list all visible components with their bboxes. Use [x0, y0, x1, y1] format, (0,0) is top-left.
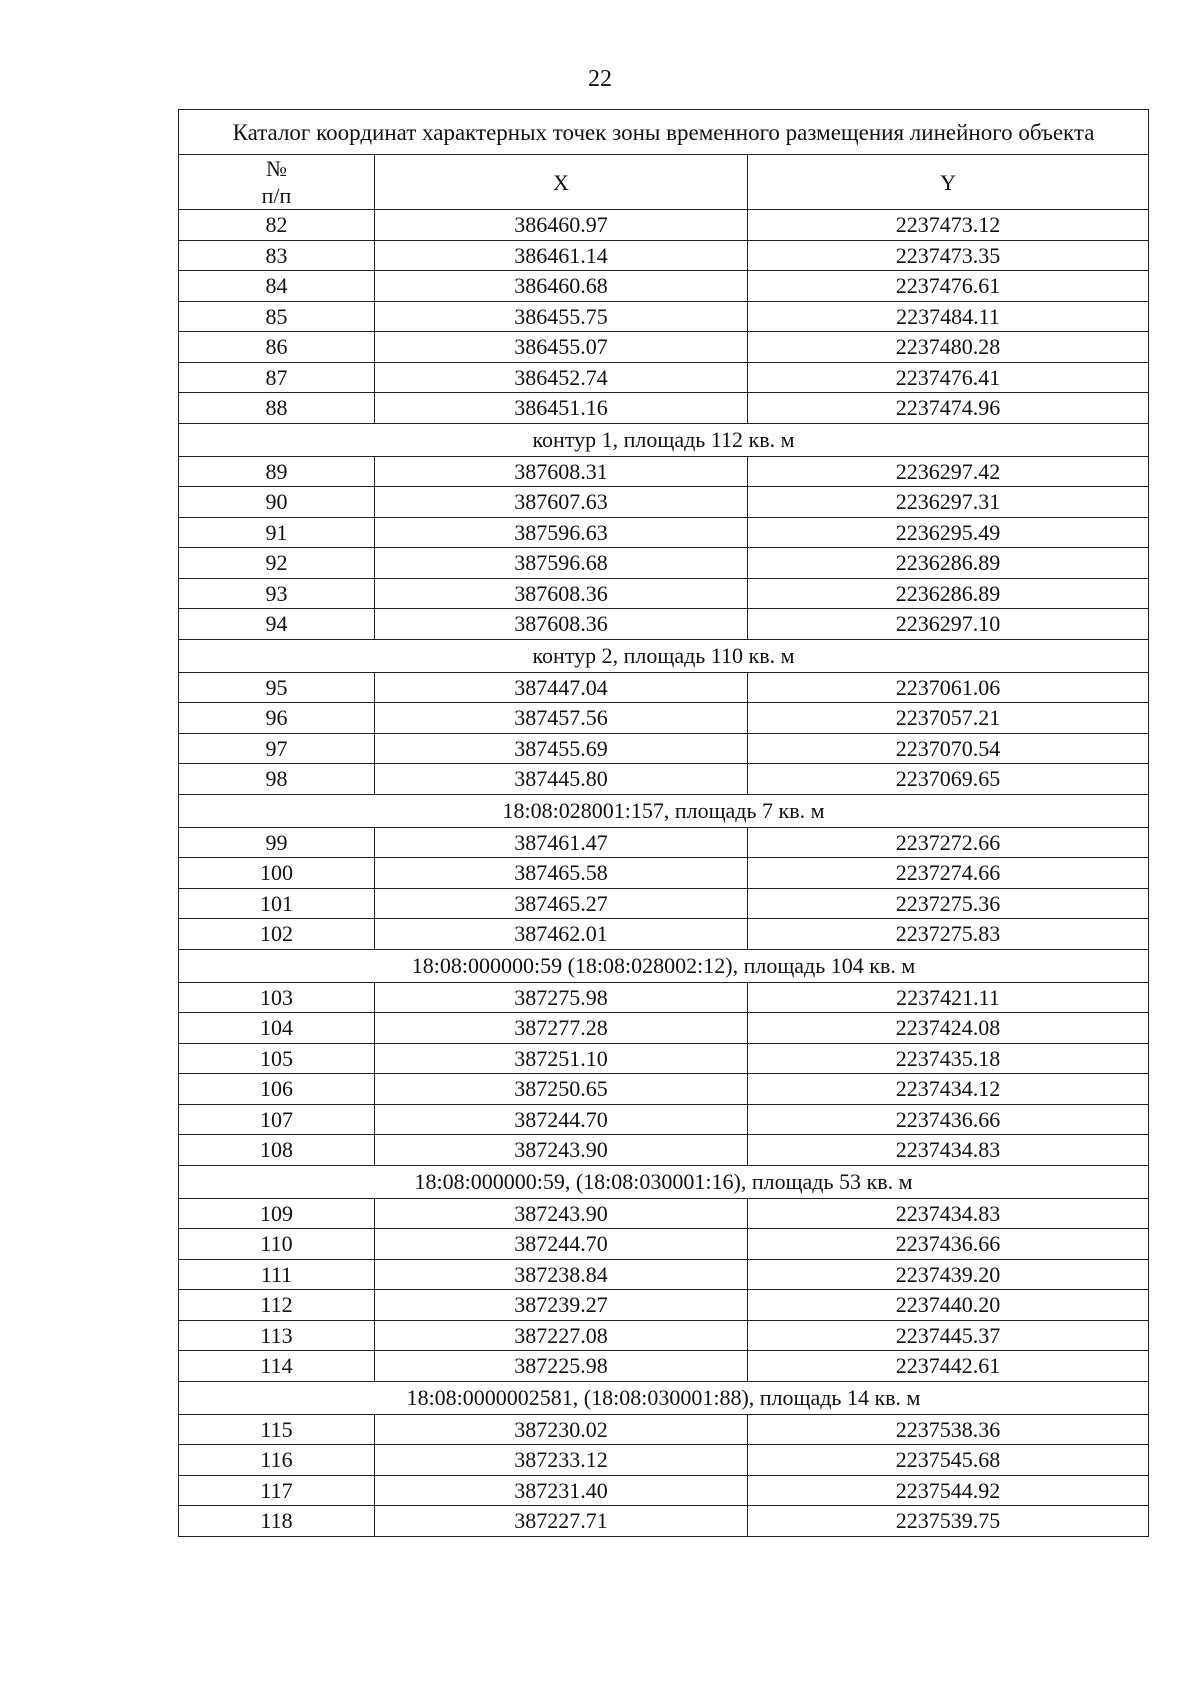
- y-coordinate-cell: 2237436.66: [748, 1104, 1149, 1135]
- y-coordinate-cell: 2237538.36: [748, 1414, 1149, 1445]
- header-y: Y: [748, 155, 1149, 210]
- section-row: [179, 639, 1149, 672]
- point-number-cell: 89: [179, 456, 375, 487]
- x-coordinate-cell: 387607.63: [375, 487, 748, 518]
- y-coordinate-cell: 2237442.61: [748, 1351, 1149, 1382]
- table-row: [179, 1320, 1149, 1351]
- point-number-cell: 116: [179, 1445, 375, 1476]
- point-number-cell: 83: [179, 240, 375, 271]
- table-row: [179, 672, 1149, 703]
- table-row: [179, 1104, 1149, 1135]
- x-coordinate-cell: 387596.63: [375, 517, 748, 548]
- section-row: [179, 1165, 1149, 1198]
- point-number-cell: 111: [179, 1259, 375, 1290]
- y-coordinate-cell: 2237275.36: [748, 888, 1149, 919]
- table-row: [179, 764, 1149, 795]
- x-coordinate-cell: 387251.10: [375, 1043, 748, 1074]
- table-row: [179, 393, 1149, 424]
- x-coordinate-cell: 387608.36: [375, 609, 748, 640]
- table-row: [179, 362, 1149, 393]
- y-coordinate-cell: 2237474.96: [748, 393, 1149, 424]
- point-number-cell: 103: [179, 982, 375, 1013]
- x-coordinate-cell: 387230.02: [375, 1414, 748, 1445]
- y-coordinate-cell: 2237070.54: [748, 733, 1149, 764]
- y-coordinate-cell: 2237421.11: [748, 982, 1149, 1013]
- table-row: [179, 982, 1149, 1013]
- table-row: [179, 1414, 1149, 1445]
- y-coordinate-cell: 2236286.89: [748, 578, 1149, 609]
- x-coordinate-cell: 387447.04: [375, 672, 748, 703]
- table-row: [179, 210, 1149, 241]
- x-coordinate-cell: 387225.98: [375, 1351, 748, 1382]
- table-body: [179, 210, 1149, 1537]
- point-number-cell: 101: [179, 888, 375, 919]
- table-row: [179, 517, 1149, 548]
- section-row: [179, 1381, 1149, 1414]
- table-row: [179, 456, 1149, 487]
- table-row: [179, 1351, 1149, 1382]
- table-row: [179, 827, 1149, 858]
- section-row: [179, 949, 1149, 982]
- point-number-cell: 85: [179, 301, 375, 332]
- x-coordinate-cell: 387455.69: [375, 733, 748, 764]
- point-number-cell: 110: [179, 1229, 375, 1260]
- point-number-cell: 99: [179, 827, 375, 858]
- section-row: [179, 794, 1149, 827]
- section-row: [179, 423, 1149, 456]
- y-coordinate-cell: 2237436.66: [748, 1229, 1149, 1260]
- point-number-cell: 92: [179, 548, 375, 579]
- x-coordinate-cell: 387238.84: [375, 1259, 748, 1290]
- y-coordinate-cell: 2237476.61: [748, 271, 1149, 302]
- y-coordinate-cell: 2237539.75: [748, 1506, 1149, 1537]
- y-coordinate-cell: 2237544.92: [748, 1475, 1149, 1506]
- x-coordinate-cell: 387275.98: [375, 982, 748, 1013]
- y-coordinate-cell: 2237476.41: [748, 362, 1149, 393]
- x-coordinate-cell: 387277.28: [375, 1013, 748, 1044]
- table-title: Каталог координат характерных точек зоны временного размещения линейного объекта: [179, 110, 1149, 155]
- table-row: [179, 1445, 1149, 1476]
- y-coordinate-cell: 2237061.06: [748, 672, 1149, 703]
- point-number-cell: 105: [179, 1043, 375, 1074]
- table-row: [179, 1506, 1149, 1537]
- x-coordinate-cell: 387457.56: [375, 703, 748, 734]
- y-coordinate-cell: 2237484.11: [748, 301, 1149, 332]
- y-coordinate-cell: 2237473.35: [748, 240, 1149, 271]
- point-number-cell: 87: [179, 362, 375, 393]
- x-coordinate-cell: 387227.71: [375, 1506, 748, 1537]
- point-number-cell: 117: [179, 1475, 375, 1506]
- point-number-cell: 84: [179, 271, 375, 302]
- section-title: контур 2, площадь 110 кв. м: [179, 639, 1149, 672]
- table-row: [179, 548, 1149, 579]
- header-number-symbol: №: [266, 156, 287, 181]
- x-coordinate-cell: 386455.75: [375, 301, 748, 332]
- table-row: [179, 888, 1149, 919]
- point-number-cell: 115: [179, 1414, 375, 1445]
- x-coordinate-cell: 386461.14: [375, 240, 748, 271]
- point-number-cell: 108: [179, 1135, 375, 1166]
- coordinates-table: [178, 109, 1149, 1537]
- y-coordinate-cell: 2236297.42: [748, 456, 1149, 487]
- y-coordinate-cell: 2236295.49: [748, 517, 1149, 548]
- table-row: [179, 1259, 1149, 1290]
- y-coordinate-cell: 2237274.66: [748, 858, 1149, 889]
- x-coordinate-cell: 386460.68: [375, 271, 748, 302]
- point-number-cell: 107: [179, 1104, 375, 1135]
- x-coordinate-cell: 387244.70: [375, 1229, 748, 1260]
- x-coordinate-cell: 387465.27: [375, 888, 748, 919]
- table-header-row: [179, 155, 1149, 210]
- x-coordinate-cell: 387461.47: [375, 827, 748, 858]
- section-title: контур 1, площадь 112 кв. м: [179, 423, 1149, 456]
- table-row: [179, 1229, 1149, 1260]
- point-number-cell: 106: [179, 1074, 375, 1105]
- y-coordinate-cell: 2237440.20: [748, 1290, 1149, 1321]
- point-number-cell: 102: [179, 919, 375, 950]
- table-row: [179, 1074, 1149, 1105]
- y-coordinate-cell: 2237434.83: [748, 1198, 1149, 1229]
- x-coordinate-cell: 387243.90: [375, 1198, 748, 1229]
- x-coordinate-cell: 387445.80: [375, 764, 748, 795]
- table-title-row: [179, 110, 1149, 155]
- point-number-cell: 96: [179, 703, 375, 734]
- y-coordinate-cell: 2237435.18: [748, 1043, 1149, 1074]
- table-row: [179, 858, 1149, 889]
- point-number-cell: 90: [179, 487, 375, 518]
- point-number-cell: 82: [179, 210, 375, 241]
- section-title: 18:08:028001:157, площадь 7 кв. м: [179, 794, 1149, 827]
- table-row: [179, 1290, 1149, 1321]
- point-number-cell: 91: [179, 517, 375, 548]
- table-row: [179, 1475, 1149, 1506]
- y-coordinate-cell: 2237545.68: [748, 1445, 1149, 1476]
- x-coordinate-cell: 387608.36: [375, 578, 748, 609]
- table-row: [179, 919, 1149, 950]
- y-coordinate-cell: 2236286.89: [748, 548, 1149, 579]
- x-coordinate-cell: 387608.31: [375, 456, 748, 487]
- point-number-cell: 88: [179, 393, 375, 424]
- point-number-cell: 112: [179, 1290, 375, 1321]
- x-coordinate-cell: 386451.16: [375, 393, 748, 424]
- x-coordinate-cell: 386455.07: [375, 332, 748, 363]
- y-coordinate-cell: 2237473.12: [748, 210, 1149, 241]
- x-coordinate-cell: 386452.74: [375, 362, 748, 393]
- y-coordinate-cell: 2237424.08: [748, 1013, 1149, 1044]
- x-coordinate-cell: 387596.68: [375, 548, 748, 579]
- table-row: [179, 1013, 1149, 1044]
- point-number-cell: 86: [179, 332, 375, 363]
- x-coordinate-cell: 387244.70: [375, 1104, 748, 1135]
- table-row: [179, 240, 1149, 271]
- point-number-cell: 97: [179, 733, 375, 764]
- point-number-cell: 93: [179, 578, 375, 609]
- point-number-cell: 109: [179, 1198, 375, 1229]
- y-coordinate-cell: 2237445.37: [748, 1320, 1149, 1351]
- point-number-cell: 113: [179, 1320, 375, 1351]
- x-coordinate-cell: 387243.90: [375, 1135, 748, 1166]
- x-coordinate-cell: 387250.65: [375, 1074, 748, 1105]
- table-row: [179, 301, 1149, 332]
- table-row: [179, 703, 1149, 734]
- y-coordinate-cell: 2237272.66: [748, 827, 1149, 858]
- x-coordinate-cell: 387231.40: [375, 1475, 748, 1506]
- section-title: 18:08:0000002581, (18:08:030001:88), площадь 14 кв. м: [179, 1381, 1149, 1414]
- point-number-cell: 118: [179, 1506, 375, 1537]
- y-coordinate-cell: 2237439.20: [748, 1259, 1149, 1290]
- x-coordinate-cell: 387462.01: [375, 919, 748, 950]
- y-coordinate-cell: 2237434.83: [748, 1135, 1149, 1166]
- point-number-cell: 100: [179, 858, 375, 889]
- y-coordinate-cell: 2237275.83: [748, 919, 1149, 950]
- table-row: [179, 733, 1149, 764]
- point-number-cell: 94: [179, 609, 375, 640]
- x-coordinate-cell: 387239.27: [375, 1290, 748, 1321]
- point-number-cell: 114: [179, 1351, 375, 1382]
- y-coordinate-cell: 2236297.10: [748, 609, 1149, 640]
- y-coordinate-cell: 2237057.21: [748, 703, 1149, 734]
- y-coordinate-cell: 2237434.12: [748, 1074, 1149, 1105]
- table-row: [179, 271, 1149, 302]
- table-row: [179, 609, 1149, 640]
- table-row: [179, 1198, 1149, 1229]
- x-coordinate-cell: 387465.58: [375, 858, 748, 889]
- x-coordinate-cell: 386460.97: [375, 210, 748, 241]
- table-row: [179, 578, 1149, 609]
- table-row: [179, 332, 1149, 363]
- point-number-cell: 104: [179, 1013, 375, 1044]
- y-coordinate-cell: 2236297.31: [748, 487, 1149, 518]
- point-number-cell: 95: [179, 672, 375, 703]
- header-x: X: [375, 155, 748, 210]
- table-row: [179, 1043, 1149, 1074]
- header-number-abbr: п/п: [261, 183, 292, 208]
- y-coordinate-cell: 2237069.65: [748, 764, 1149, 795]
- point-number-cell: 98: [179, 764, 375, 795]
- table-row: [179, 487, 1149, 518]
- section-title: 18:08:000000:59 (18:08:028002:12), площадь 104 кв. м: [179, 949, 1149, 982]
- x-coordinate-cell: 387227.08: [375, 1320, 748, 1351]
- x-coordinate-cell: 387233.12: [375, 1445, 748, 1476]
- y-coordinate-cell: 2237480.28: [748, 332, 1149, 363]
- section-title: 18:08:000000:59, (18:08:030001:16), площадь 53 кв. м: [179, 1165, 1149, 1198]
- page-number: 22: [588, 66, 612, 92]
- table-row: [179, 1135, 1149, 1166]
- header-number: [179, 155, 375, 210]
